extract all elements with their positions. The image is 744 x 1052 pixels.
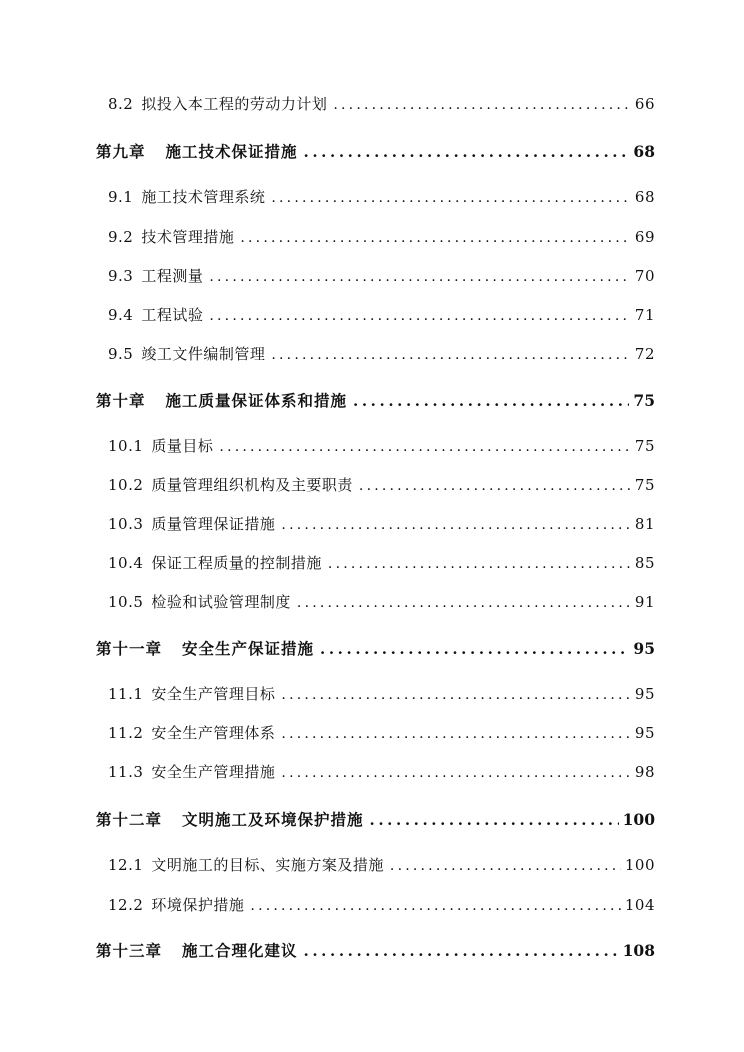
dot-leader [250, 894, 620, 918]
dot-leader [304, 939, 619, 963]
toc-chapter-11[interactable] [96, 637, 655, 661]
toc-number: 9.1 [108, 188, 134, 206]
toc-page-number: 72 [634, 345, 655, 363]
toc-chapter-title: 施工技术保证措施 [165, 142, 298, 161]
toc-chapter-number: 第十一章 [96, 639, 163, 658]
toc-number: 9.2 [108, 228, 134, 246]
toc-entry-11-1[interactable] [108, 682, 655, 706]
toc-page-number: 108 [622, 941, 655, 960]
toc-chapter-12[interactable] [96, 808, 655, 832]
toc-entry-9-5[interactable] [108, 342, 655, 366]
toc-number: 10.4 [108, 554, 144, 572]
dot-leader [281, 683, 630, 707]
toc-entry-10-5[interactable] [108, 590, 655, 614]
toc-number: 9.5 [108, 345, 134, 363]
toc-page-number: 75 [634, 437, 655, 455]
toc-entry-12-2[interactable] [108, 893, 655, 917]
toc-number: 10.1 [108, 437, 144, 455]
toc-entry-10-1[interactable] [108, 434, 655, 458]
toc-title: 施工技术管理系统 [141, 188, 266, 206]
toc-page-number: 71 [634, 306, 655, 324]
toc-entry-12-1[interactable] [108, 853, 655, 877]
toc-title: 安全生产管理措施 [151, 763, 276, 781]
toc-entry-10-2[interactable] [108, 473, 655, 497]
toc-page-number: 70 [634, 267, 655, 285]
toc-title: 质量管理组织机构及主要职责 [151, 476, 353, 494]
toc-title: 环境保护措施 [151, 896, 245, 914]
toc-page-number: 95 [634, 685, 655, 703]
toc-number: 11.2 [108, 724, 144, 742]
toc-page-number: 68 [633, 142, 655, 161]
toc-page-number: 98 [634, 763, 655, 781]
toc-page-number: 75 [634, 476, 655, 494]
toc-chapter-number: 第十二章 [96, 810, 163, 829]
toc-number: 8.2 [108, 95, 134, 113]
toc-chapter-title: 文明施工及环境保护措施 [182, 810, 364, 829]
toc-page-number: 91 [634, 593, 655, 611]
toc-page-number: 69 [634, 228, 655, 246]
toc-title: 技术管理措施 [141, 228, 235, 246]
dot-leader [281, 513, 630, 537]
toc-title: 质量管理保证措施 [151, 515, 276, 533]
toc-chapter-title: 安全生产保证措施 [182, 639, 315, 658]
toc-entry-10-4[interactable] [108, 551, 655, 575]
dot-leader [240, 226, 631, 250]
toc-title: 质量目标 [151, 437, 214, 455]
toc-page-number: 95 [633, 639, 655, 658]
dot-leader [297, 591, 631, 615]
toc-entry-9-3[interactable] [108, 264, 655, 288]
toc-entry-8-2[interactable] [108, 92, 655, 116]
toc-number: 10.3 [108, 515, 144, 533]
dot-leader [390, 854, 621, 878]
toc-page-number: 100 [622, 810, 655, 829]
toc-page-number: 75 [633, 391, 655, 410]
toc-title: 安全生产管理体系 [151, 724, 276, 742]
dot-leader [353, 389, 629, 413]
toc-entry-11-2[interactable] [108, 721, 655, 745]
toc-entry-11-3[interactable] [108, 760, 655, 784]
toc-chapter-9[interactable] [96, 140, 655, 164]
toc-number: 9.4 [108, 306, 134, 324]
toc-page-number: 85 [634, 554, 655, 572]
dot-leader [209, 265, 631, 289]
toc-chapter-13[interactable] [96, 939, 655, 963]
toc-chapter-number: 第十三章 [96, 941, 163, 960]
toc-page-number: 81 [634, 515, 655, 533]
toc-title: 安全生产管理目标 [151, 685, 276, 703]
toc-title: 竣工文件编制管理 [141, 345, 266, 363]
toc-number: 11.1 [108, 685, 144, 703]
dot-leader [333, 93, 631, 117]
toc-title: 工程试验 [141, 306, 204, 324]
toc-entry-9-4[interactable] [108, 303, 655, 327]
toc-title: 保证工程质量的控制措施 [151, 554, 322, 572]
toc-chapter-number: 第十章 [96, 391, 146, 410]
toc-number: 10.2 [108, 476, 144, 494]
toc-page-number: 66 [634, 95, 655, 113]
toc-chapter-title: 施工合理化建议 [182, 941, 298, 960]
toc-title: 拟投入本工程的劳动力计划 [141, 95, 328, 113]
toc-entry-10-3[interactable] [108, 512, 655, 536]
toc-number: 12.1 [108, 856, 144, 874]
dot-leader [370, 808, 619, 832]
toc-page-number: 104 [624, 896, 655, 914]
toc-number: 12.2 [108, 896, 144, 914]
toc-page-number: 68 [634, 188, 655, 206]
toc-entry-9-1[interactable] [108, 185, 655, 209]
dot-leader [281, 761, 630, 785]
toc-chapter-10[interactable] [96, 389, 655, 413]
dot-leader [304, 140, 630, 164]
dot-leader [271, 343, 631, 367]
dot-leader [359, 474, 631, 498]
toc-title: 文明施工的目标、实施方案及措施 [151, 856, 384, 874]
toc-number: 10.5 [108, 593, 144, 611]
toc-number: 11.3 [108, 763, 144, 781]
dot-leader [328, 552, 631, 576]
dot-leader [281, 722, 630, 746]
dot-leader [209, 304, 631, 328]
toc-number: 9.3 [108, 267, 134, 285]
toc-page-number: 100 [624, 856, 655, 874]
dot-leader [219, 435, 630, 459]
toc-title: 检验和试验管理制度 [151, 593, 291, 611]
toc-title: 工程测量 [141, 267, 204, 285]
toc-entry-9-2[interactable] [108, 225, 655, 249]
toc-page-number: 95 [634, 724, 655, 742]
dot-leader [320, 637, 629, 661]
toc-chapter-title: 施工质量保证体系和措施 [165, 391, 348, 410]
toc-chapter-number: 第九章 [96, 142, 146, 161]
dot-leader [271, 186, 631, 210]
